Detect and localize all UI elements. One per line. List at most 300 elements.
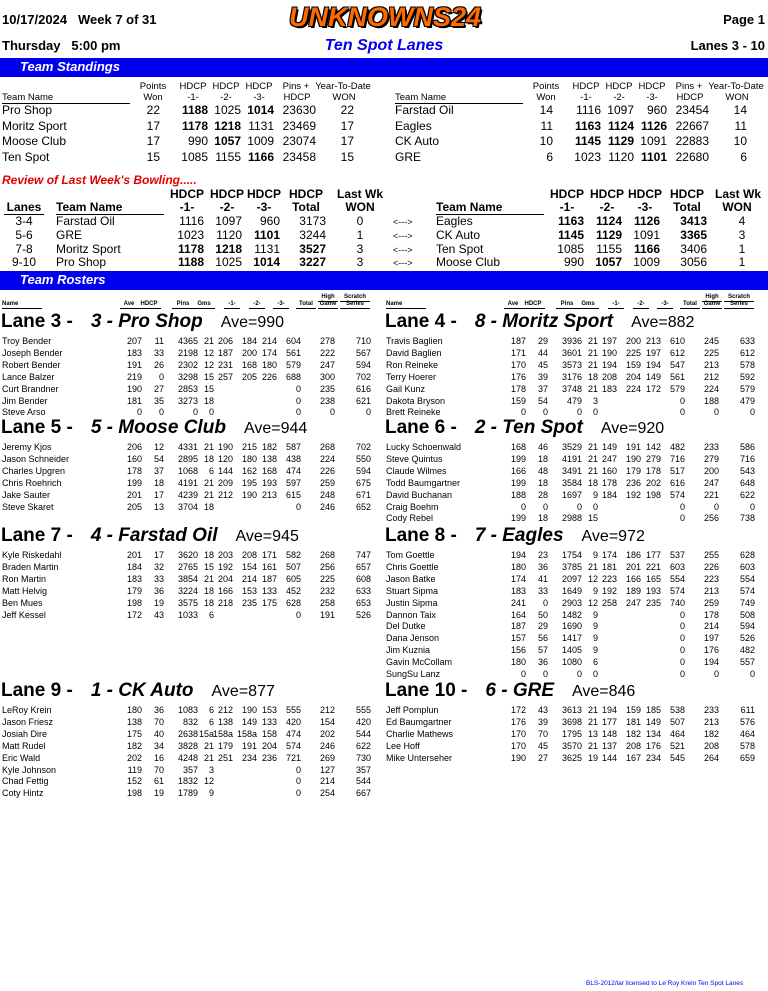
roster-cell: 178 — [703, 609, 719, 620]
roster-cell: 159 — [510, 395, 526, 406]
roster-cell: 482 — [739, 645, 755, 656]
roster-cell: 153 — [241, 585, 257, 596]
roster-column-header: Name — [2, 301, 42, 309]
roster-cell: 198 — [126, 788, 142, 799]
roster-cell: 582 — [285, 550, 301, 560]
roster-cell: 245 — [703, 336, 719, 346]
roster-cell: 0 — [679, 395, 685, 406]
roster-cell: 578 — [739, 740, 755, 751]
standings-won-cell: 17 — [146, 118, 160, 133]
roster-cell: 0 — [592, 669, 598, 679]
roster-cell: 214 — [261, 336, 277, 346]
roster-cell: 0 — [749, 407, 755, 418]
review-r1-cell: 1145 — [557, 227, 584, 242]
roster-cell: 192 — [217, 561, 233, 572]
standings-column-header: -1- — [187, 92, 199, 103]
team-label: 6 - GRE — [485, 680, 554, 701]
roster-cell: 201 — [625, 561, 641, 572]
roster-cell: 18 — [203, 501, 214, 512]
roster-cell: 21 — [587, 705, 598, 715]
roster-cell: 191 — [241, 740, 257, 751]
review-column-header: HDCP — [288, 187, 323, 201]
roster-cell: 555 — [285, 705, 301, 715]
standings-won-cell: 11 — [540, 118, 553, 133]
team-roster-heading — [1, 417, 307, 440]
roster-cell: 545 — [669, 752, 685, 763]
review-column-header: -3- — [256, 200, 272, 214]
lane-label: Lane 7 - — [1, 525, 73, 546]
roster-cell: 1068 — [177, 465, 198, 476]
review-rw-cell: 4 — [738, 214, 746, 228]
roster-cell: 192 — [625, 489, 641, 500]
team-label: 7 - Eagles — [474, 525, 564, 546]
roster-cell: 357 — [182, 764, 198, 775]
roster-cell: 21 — [587, 453, 598, 464]
review-column-header: WON — [722, 200, 752, 214]
roster-cell: 19 — [587, 752, 598, 763]
roster-cell: 716 — [669, 453, 685, 464]
roster-cell: 0 — [679, 633, 685, 644]
roster-cell: 0 — [679, 609, 685, 620]
review-rw-cell: 1 — [738, 255, 746, 270]
standings-g1-cell: 1188 — [181, 103, 208, 117]
roster-cell: 158 — [261, 728, 277, 739]
roster-cell: 178 — [645, 465, 661, 476]
roster-cell: 550 — [355, 453, 371, 464]
review-title: Review of Last Week's Bowling..... — [2, 173, 197, 187]
roster-cell: 214 — [241, 573, 257, 584]
roster-cell: Todd Baumgartner — [386, 477, 461, 488]
roster-cell: 574 — [669, 489, 685, 500]
roster-cell: 3613 — [561, 705, 582, 715]
roster-cell: 482 — [669, 442, 685, 452]
roster-cell: 1649 — [561, 585, 582, 596]
league-logo: UNKNOWNS24 — [288, 2, 482, 32]
roster-cell: 43 — [153, 609, 164, 620]
roster-cell: 185 — [645, 705, 661, 715]
roster-cell: Steve Skaret — [2, 501, 54, 512]
roster-cell: 178 — [126, 465, 142, 476]
roster-cell: 3224 — [177, 585, 198, 596]
roster-cell: 191 — [625, 442, 641, 452]
roster-cell: 688 — [285, 371, 301, 382]
roster-cell: 182 — [126, 740, 142, 751]
roster-cell: 221 — [645, 561, 661, 572]
standings-column-header: Year-To-Date — [708, 81, 764, 92]
review-r1-cell: 1085 — [557, 241, 584, 256]
roster-cell: 268 — [319, 550, 335, 560]
roster-cell: 247 — [625, 597, 641, 608]
roster-cell: 3273 — [177, 395, 198, 406]
roster-cell: 543 — [739, 465, 755, 476]
standings-g2-cell: 1155 — [215, 149, 241, 164]
roster-cell: 36 — [153, 705, 164, 715]
roster-cell: 246 — [319, 740, 335, 751]
roster-cell: 29 — [537, 336, 548, 346]
roster-cell: 259 — [703, 597, 719, 608]
review-lt-cell: Farstad Oil — [56, 214, 115, 228]
roster-cell: 187 — [261, 573, 277, 584]
standings-column-header: Points — [532, 81, 560, 92]
standings-column-header: Won — [536, 92, 556, 103]
roster-cell: 0 — [295, 764, 301, 775]
roster-cell: 234 — [241, 752, 257, 763]
roster-cell: 616 — [669, 477, 685, 488]
roster-cell: 2988 — [561, 513, 582, 524]
standings-won-cell: 14 — [539, 103, 553, 117]
roster-cell: 521 — [669, 740, 685, 751]
roster-cell: 19 — [153, 597, 164, 608]
review-r1-cell: 1163 — [557, 214, 584, 228]
team-average: Ave=877 — [211, 683, 275, 700]
standings-column-header: -3- — [253, 92, 265, 103]
roster-cell: 201 — [126, 550, 142, 560]
review-l2-cell: 1025 — [215, 255, 242, 270]
review-lt-cell: GRE — [56, 227, 83, 242]
team-roster-heading — [385, 525, 645, 548]
roster-cell: 3584 — [561, 477, 582, 488]
team-rosters-label: Team Rosters — [20, 272, 106, 287]
standings-pins-cell: 23454 — [675, 103, 709, 117]
roster-cell: 9 — [208, 788, 214, 799]
roster-column-header: Name — [386, 301, 426, 309]
roster-cell: 32 — [153, 561, 164, 572]
roster-cell: 152 — [126, 776, 142, 787]
team-standings-bar — [0, 58, 768, 77]
roster-cell: 235 — [319, 383, 335, 394]
roster-cell: 730 — [355, 752, 371, 763]
roster-cell: Ron Martin — [2, 573, 47, 584]
roster-cell: 0 — [576, 669, 582, 679]
standings-column-header: HDCP — [212, 81, 240, 92]
review-lw-cell: 3 — [356, 241, 364, 256]
standings-ytd-cell: 11 — [734, 118, 747, 133]
roster-cell: 182 — [625, 728, 641, 739]
roster-cell: 43 — [537, 705, 548, 715]
review-column-header: -2- — [219, 200, 235, 214]
roster-cell: 18 — [537, 477, 548, 488]
roster-cell: 479 — [566, 395, 582, 406]
roster-cell: 194 — [601, 705, 617, 715]
roster-cell: 167 — [625, 752, 641, 763]
standings-won-cell: 22 — [146, 103, 160, 117]
roster-cell: Chad Fettig — [2, 776, 49, 787]
roster-cell: 0 — [158, 371, 164, 382]
review-r1-cell: 990 — [563, 255, 584, 270]
roster-cell: 21 — [587, 347, 598, 358]
roster-cell: Jeremy Kjos — [2, 442, 52, 452]
roster-cell: 702 — [355, 442, 371, 452]
roster-cell: 223 — [703, 573, 719, 584]
roster-cell: 18 — [587, 477, 598, 488]
roster-cell: 586 — [739, 442, 755, 452]
roster-cell: 178 — [601, 477, 617, 488]
roster-cell: 166 — [625, 573, 641, 584]
roster-cell: 12 — [153, 442, 164, 452]
roster-cell: 0 — [592, 501, 598, 512]
standings-g3-cell: 1091 — [640, 134, 667, 148]
roster-cell: 37 — [153, 465, 164, 476]
standings-column-header: HDCP — [572, 81, 600, 92]
roster-column-header: Series — [724, 301, 754, 309]
roster-cell: 1690 — [561, 621, 582, 632]
roster-cell: 235 — [645, 597, 661, 608]
roster-cell: 0 — [542, 407, 548, 418]
roster-cell: 162 — [241, 465, 257, 476]
roster-cell: 180 — [241, 453, 257, 464]
standings-column-header: HDCP — [179, 81, 207, 92]
roster-column-header: -2- — [249, 301, 265, 309]
roster-cell: 0 — [192, 407, 198, 418]
roster-cell: 747 — [355, 550, 371, 560]
roster-cell: 241 — [510, 597, 526, 608]
review-rw-cell: 1 — [738, 241, 746, 256]
roster-cell: Tom Goettle — [386, 550, 435, 560]
roster-cell: 149 — [601, 442, 617, 452]
roster-cell: 13 — [587, 728, 598, 739]
roster-cell: 198 — [645, 489, 661, 500]
roster-cell: 648 — [739, 477, 755, 488]
roster-cell: 179 — [126, 585, 142, 596]
standings-pins-cell: 23630 — [282, 103, 316, 117]
review-lw-cell: 3 — [356, 255, 364, 270]
roster-column-header: Scratch — [724, 294, 754, 302]
roster-cell: 608 — [355, 573, 371, 584]
standings-column-header: Points — [139, 81, 167, 92]
review-r3-cell: 1126 — [633, 214, 660, 228]
standings-g3-cell: 1126 — [640, 118, 667, 133]
roster-cell: 0 — [295, 776, 301, 787]
roster-column-header: -3- — [273, 301, 289, 309]
roster-cell: Ben Mues — [2, 597, 43, 608]
roster-cell: 611 — [740, 705, 755, 715]
roster-cell: 21 — [587, 740, 598, 751]
standings-ytd-cell: 17 — [340, 134, 354, 148]
roster-column-header: -1- — [608, 301, 624, 309]
roster-cell: 235 — [241, 597, 257, 608]
review-l1-cell: 1178 — [177, 241, 204, 256]
roster-cell: 171 — [510, 347, 526, 358]
roster-cell: 120 — [217, 453, 233, 464]
review-rtot-cell: 3413 — [680, 214, 707, 228]
roster-cell: 0 — [679, 621, 685, 632]
roster-cell: 555 — [355, 705, 371, 715]
roster-cell: 33 — [153, 573, 164, 584]
roster-cell: 199 — [510, 513, 526, 524]
roster-cell: 187 — [510, 336, 526, 346]
standings-g1-cell: 990 — [187, 134, 208, 148]
roster-cell: 420 — [285, 716, 301, 727]
roster-cell: 3936 — [561, 336, 582, 346]
review-ltot-cell: 3527 — [299, 241, 326, 256]
review-rt-cell: Moose Club — [436, 255, 501, 270]
team-average: Ave=846 — [572, 683, 636, 700]
review-l3-cell: 1101 — [253, 227, 280, 242]
roster-cell: Travis Baglien — [386, 336, 443, 346]
roster-cell: 0 — [295, 407, 301, 418]
center-name: Ten Spot Lanes — [324, 37, 444, 54]
roster-cell: 3575 — [177, 597, 198, 608]
roster-cell: 0 — [295, 383, 301, 394]
review-lanes-cell: 9-10 — [11, 255, 37, 270]
roster-cell: 189 — [625, 585, 641, 596]
roster-cell: Dakota Bryson — [386, 395, 446, 406]
license-footer: BLS-2012/lar licensed to Le Roy Krein Ten Spot Lanes — [586, 980, 744, 987]
standings-g3-cell: 960 — [646, 103, 667, 117]
roster-cell: Steve Quintus — [386, 453, 443, 464]
roster-cell: 183 — [126, 573, 142, 584]
roster-cell: 21 — [587, 383, 598, 394]
roster-cell: 160 — [126, 453, 142, 464]
roster-cell: 6 — [592, 657, 598, 668]
roster-cell: Troy Bender — [2, 336, 52, 346]
roster-cell: 231 — [217, 359, 233, 370]
roster-cell: 177 — [645, 550, 661, 560]
roster-cell: 547 — [669, 359, 685, 370]
roster-cell: 33 — [153, 347, 164, 358]
roster-cell: 3748 — [561, 383, 582, 394]
team-average: Ave=945 — [235, 528, 299, 545]
roster-cell: 1482 — [561, 609, 582, 620]
roster-cell: 2097 — [561, 573, 582, 584]
roster-cell: 0 — [713, 669, 719, 679]
roster-cell: Eric Wald — [2, 752, 41, 763]
roster-cell: 199 — [510, 453, 526, 464]
roster-column-header: -2- — [633, 301, 649, 309]
roster-cell: 208 — [625, 740, 641, 751]
roster-cell: Terry Hoerer — [386, 371, 437, 382]
roster-cell: 3176 — [561, 371, 582, 382]
roster-cell: Ron Reineke — [386, 359, 439, 370]
roster-cell: 190 — [625, 453, 641, 464]
roster-cell: 149 — [645, 716, 661, 727]
roster-cell: 12 — [587, 597, 598, 608]
roster-cell: 3298 — [177, 371, 198, 382]
roster-cell: 226 — [703, 561, 719, 572]
roster-cell: 188 — [510, 489, 526, 500]
roster-cell: 579 — [669, 383, 685, 394]
standings-g3-cell: 1131 — [248, 118, 274, 133]
roster-cell: 300 — [319, 371, 335, 382]
roster-cell: 9 — [592, 633, 598, 644]
roster-cell: 144 — [601, 752, 617, 763]
roster-cell: 175 — [261, 597, 277, 608]
roster-cell: 190 — [510, 752, 526, 763]
review-rt-cell: Ten Spot — [436, 241, 484, 256]
roster-cell: Matt Rudel — [2, 740, 46, 751]
roster-cell: 0 — [295, 501, 301, 512]
review-l2-cell: 1218 — [215, 241, 242, 256]
team-average: Ave=972 — [581, 528, 645, 545]
roster-cell: 721 — [285, 752, 301, 763]
review-r3-cell: 1166 — [633, 241, 660, 256]
roster-cell: 18 — [203, 453, 214, 464]
roster-cell: 438 — [285, 453, 301, 464]
roster-cell: 587 — [285, 442, 301, 452]
week-label: Week 7 of 31 — [78, 12, 157, 27]
review-lanes-cell: 7-8 — [15, 241, 33, 256]
roster-cell: 21 — [203, 489, 214, 500]
roster-cell: 133 — [261, 585, 277, 596]
roster-cell: 544 — [355, 728, 371, 739]
team-roster-heading — [1, 680, 275, 703]
roster-cell: 149 — [645, 371, 661, 382]
standings-g3-cell: 1166 — [247, 149, 274, 164]
roster-cell: 160 — [601, 465, 617, 476]
roster-cell: 594 — [355, 359, 371, 370]
roster-column-header: Ave — [504, 301, 522, 309]
standings-won-cell: 6 — [546, 149, 553, 164]
standings-g2-cell: 1097 — [607, 103, 634, 117]
standings-g2-cell: 1124 — [607, 118, 634, 133]
roster-cell: 3573 — [561, 359, 582, 370]
review-column-header: Total — [673, 200, 701, 214]
standings-column-header: Year-To-Date — [315, 81, 371, 92]
roster-cell: 35 — [153, 395, 164, 406]
roster-cell: 2302 — [177, 359, 198, 370]
roster-cell: 667 — [355, 788, 371, 799]
roster-cell: 21 — [587, 442, 598, 452]
roster-cell: 0 — [576, 501, 582, 512]
roster-cell: 168 — [241, 359, 257, 370]
roster-cell: 180 — [126, 705, 142, 715]
roster-cell: 544 — [355, 776, 371, 787]
roster-cell: 508 — [739, 609, 755, 620]
roster-cell: 219 — [126, 371, 142, 382]
roster-cell: 182 — [261, 442, 277, 452]
standings-column-header: -3- — [646, 92, 658, 103]
roster-cell: 170 — [510, 728, 526, 739]
roster-cell: 257 — [217, 371, 233, 382]
roster-cell: 205 — [241, 371, 257, 382]
roster-cell: 194 — [601, 359, 617, 370]
roster-cell: 213 — [703, 716, 719, 727]
standings-g2-cell: 1025 — [214, 103, 241, 117]
roster-cell: 193 — [261, 477, 277, 488]
roster-cell: 628 — [285, 597, 301, 608]
roster-cell: 212 — [217, 705, 233, 715]
review-column-header: Last Wk — [336, 187, 383, 201]
review-rtot-cell: 3056 — [680, 255, 707, 270]
standings-column-header: -1- — [580, 92, 592, 103]
roster-cell: 194 — [703, 657, 719, 668]
roster-cell: 1789 — [177, 788, 198, 799]
roster-cell: 251 — [217, 752, 233, 763]
roster-cell: 3620 — [177, 550, 198, 560]
roster-cell: 4191 — [177, 477, 198, 488]
roster-cell: 159 — [625, 705, 641, 715]
roster-cell: 56 — [537, 633, 548, 644]
roster-cell: 21 — [203, 477, 214, 488]
standings-g3-cell: 1101 — [640, 149, 667, 164]
roster-cell: 9 — [592, 550, 598, 560]
roster-cell: 212 — [319, 705, 335, 715]
roster-column-header: HDCP — [137, 301, 161, 309]
roster-cell: 0 — [136, 407, 142, 418]
roster-cell: 191 — [126, 359, 142, 370]
team-label: 1 - CK Auto — [90, 680, 194, 701]
roster-cell: Gavin McCollam — [386, 657, 453, 668]
review-column-header: Total — [292, 200, 320, 214]
roster-cell: 9 — [592, 609, 598, 620]
roster-cell: 561 — [669, 371, 685, 382]
roster-cell: Jim Kuznia — [386, 645, 431, 656]
roster-cell: 3704 — [177, 501, 198, 512]
roster-cell: 507 — [669, 716, 685, 727]
roster-cell: 206 — [217, 336, 233, 346]
roster-cell: 194 — [510, 550, 526, 560]
roster-cell: 258 — [319, 597, 335, 608]
